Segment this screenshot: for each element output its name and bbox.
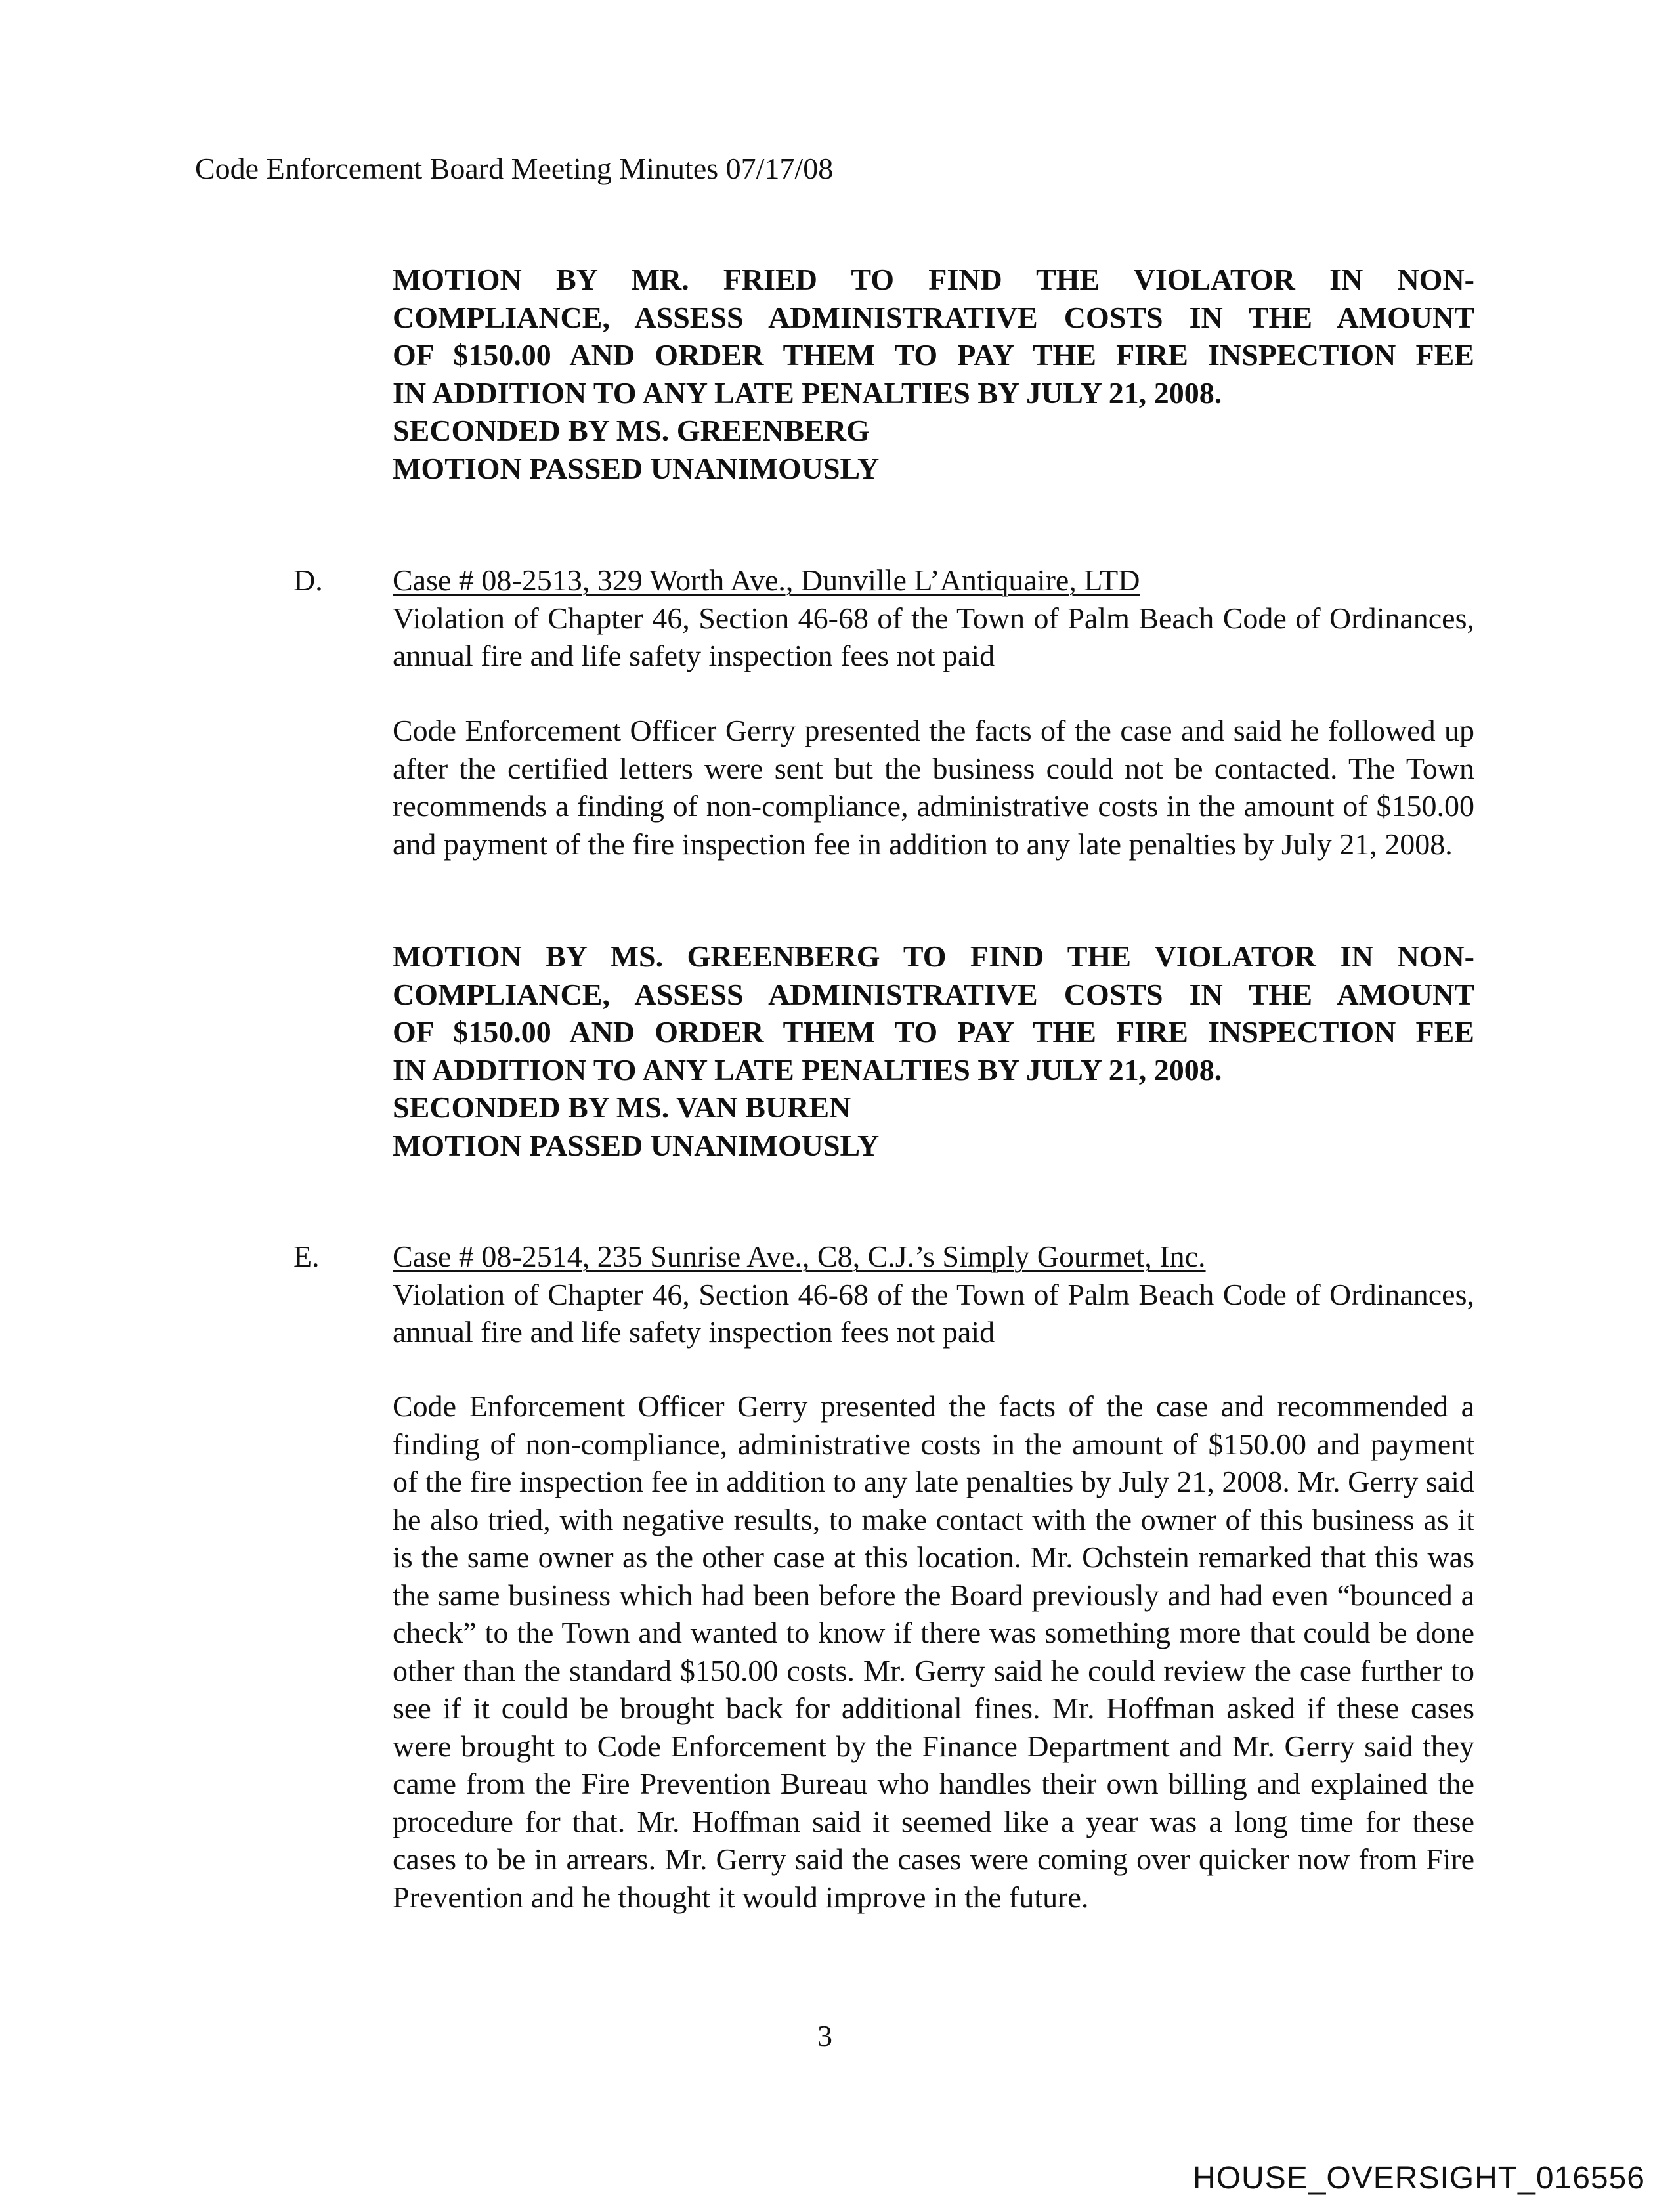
motion-seconded: SECONDED BY MS. GREENBERG xyxy=(393,414,870,447)
motion-line: MOTION BY MS. GREENBERG TO FIND THE VIOLATOR IN NON- xyxy=(393,940,1474,973)
motion-line: MOTION BY MR. FRIED TO FIND THE VIOLATOR IN NON- xyxy=(393,263,1474,296)
motion-line: COMPLIANCE, ASSESS ADMINISTRATIVE COSTS IN THE AMOUNT xyxy=(393,300,1474,334)
case-d-letter: D. xyxy=(293,563,323,597)
case-d-heading xyxy=(393,561,1474,675)
motion-line: IN ADDITION TO ANY LATE PENALTIES BY JULY 21, 2008. xyxy=(393,1052,1222,1087)
case-d-discussion: Code Enforcement Officer Gerry presented the facts of the case and said he followed up after the certified letters were sent but the business could not be contacted. The Town recommends a finding of non-compliance, administrative costs in the amount of $150.00 and payment of the fire inspection fee in addition to any late penalties by July 21, 2008. xyxy=(393,714,1474,861)
motion-case-d xyxy=(393,938,1474,1164)
case-e-letter: E. xyxy=(293,1240,320,1273)
case-e-violation: Violation of Chapter 46, Section 46-68 of the Town of Palm Beach Code of Ordinances, annual fire and life safety inspection fees not paid xyxy=(393,1277,1474,1349)
motion-case-c xyxy=(393,261,1474,487)
motion-result: MOTION PASSED UNANIMOUSLY xyxy=(393,451,880,485)
case-e-heading xyxy=(393,1238,1474,1351)
case-e-title: Case # 08-2514, 235 Sunrise Ave., C8, C.J.’s Simply Gourmet, Inc. xyxy=(393,1240,1206,1273)
motion-line: OF $150.00 AND ORDER THEM TO PAY THE FIRE INSPECTION FEE xyxy=(393,338,1474,372)
motion-seconded: SECONDED BY MS. VAN BUREN xyxy=(393,1091,851,1124)
motion-line: COMPLIANCE, ASSESS ADMINISTRATIVE COSTS IN THE AMOUNT xyxy=(393,977,1474,1011)
bates-stamp: HOUSE_OVERSIGHT_016556 xyxy=(1193,2161,1645,2196)
case-e-discussion: Code Enforcement Officer Gerry presented the facts of the case and recommended a finding of non-compliance, administrative costs in the amount of $150.00 and payment of the fire inspection fee in addition to any late penalties by July 21, 2008. Mr. Gerry said he also tried, with negative results, to make contact with the owner of this business as it is the same owner as the other case at this location. Mr. Ochstein remarked that this was the same business which had been before the Board previously and had even “bounced a check” to the Town and wanted to know if there was something more that could be done other than the standard $150.00 costs. Mr. Gerry said he could review the case further to see if it could be brought back for additional fines. Mr. Hoffman asked if these cases were brought to Code Enforcement by the Finance Department and Mr. Gerry said they came from the Fire Prevention Bureau who handles their own billing and explained the procedure for that. Mr. Hoffman said it seemed like a year was a long time for these cases to be in arrears. Mr. Gerry said the cases were coming over quicker now from Fire Prevention and he thought it would improve in the future. xyxy=(393,1389,1474,1914)
document-header: Code Enforcement Board Meeting Minutes 07/17/08 xyxy=(195,152,834,185)
motion-line: OF $150.00 AND ORDER THEM TO PAY THE FIRE INSPECTION FEE xyxy=(393,1015,1474,1049)
page-number: 3 xyxy=(817,2019,832,2052)
case-d-violation: Violation of Chapter 46, Section 46-68 of the Town of Palm Beach Code of Ordinances, annual fire and life safety inspection fees not paid xyxy=(393,601,1474,672)
motion-line: IN ADDITION TO ANY LATE PENALTIES BY JULY 21, 2008. xyxy=(393,376,1222,410)
case-d-title: Case # 08-2513, 329 Worth Ave., Dunville L’Antiquaire, LTD xyxy=(393,563,1140,597)
motion-result: MOTION PASSED UNANIMOUSLY xyxy=(393,1128,880,1162)
